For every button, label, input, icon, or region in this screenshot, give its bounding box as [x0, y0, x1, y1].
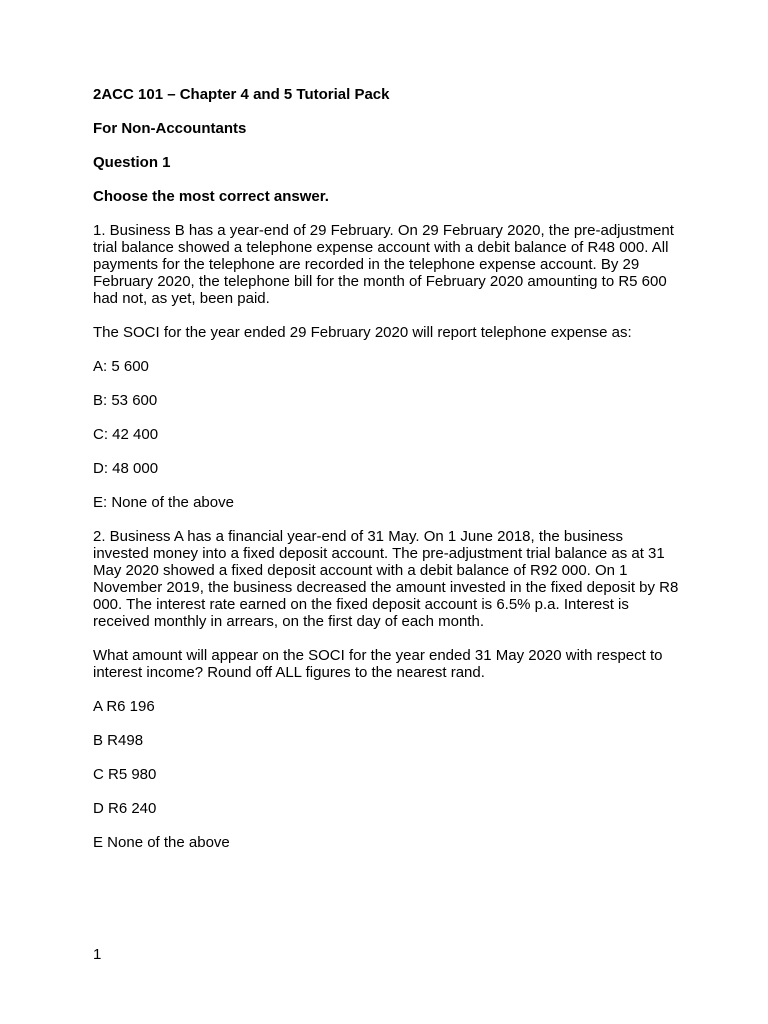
question-1-option-e: E: None of the above [93, 494, 234, 511]
question-2-text: 2. Business A has a financial year-end of 31 May. On 1 June 2018, the business invested money into a fixed deposit account. The pre-adjustment trial balance as at 31 May 2020 showed a fixed deposit account with a debit balance of R92 000. On 1 November 2019, the business decreased the amount invested in the fixed deposit by R8 000. The interest rate earned on the fixed deposit account is 6.5% p.a. Interest is received monthly in arrears, on the first day of each month. [93, 528, 679, 630]
document-body [93, 86, 683, 868]
question-2 [93, 528, 683, 851]
question-2-option-b: B R498 [93, 732, 144, 749]
question-2-option-d: D R6 240 [93, 800, 157, 817]
question-1-prompt: The SOCI for the year ended 29 February 2020 will report telephone expense as: [93, 324, 632, 341]
page-number: 1 [93, 946, 102, 963]
question-2-prompt: What amount will appear on the SOCI for the year ended 31 May 2020 with respect to interest income? Round off ALL figures to the nearest rand. [93, 647, 663, 681]
question-1-option-d: D: 48 000 [93, 460, 159, 477]
question-heading: Question 1 [93, 154, 171, 171]
question-2-option-a: A R6 196 [93, 698, 155, 715]
question-2-option-c: C R5 980 [93, 766, 157, 783]
question-1-option-b: B: 53 600 [93, 392, 158, 409]
question-1-text: 1. Business B has a year-end of 29 February. On 29 February 2020, the pre-adjustment trial balance showed a telephone expense account with a debit balance of R48 000. All payments for the telephone are recorded in the telephone expense account. By 29 February 2020, the telephone bill for the month of February 2020 amounting to R5 600 had not, as yet, been paid. [93, 222, 674, 307]
document-title: 2ACC 101 – Chapter 4 and 5 Tutorial Pack [93, 86, 390, 103]
document-subtitle: For Non-Accountants [93, 120, 247, 137]
question-2-option-e: E None of the above [93, 834, 230, 851]
question-1-option-a: A: 5 600 [93, 358, 149, 375]
question-1 [93, 222, 683, 511]
question-1-option-c: C: 42 400 [93, 426, 159, 443]
instruction-text: Choose the most correct answer. [93, 188, 329, 205]
